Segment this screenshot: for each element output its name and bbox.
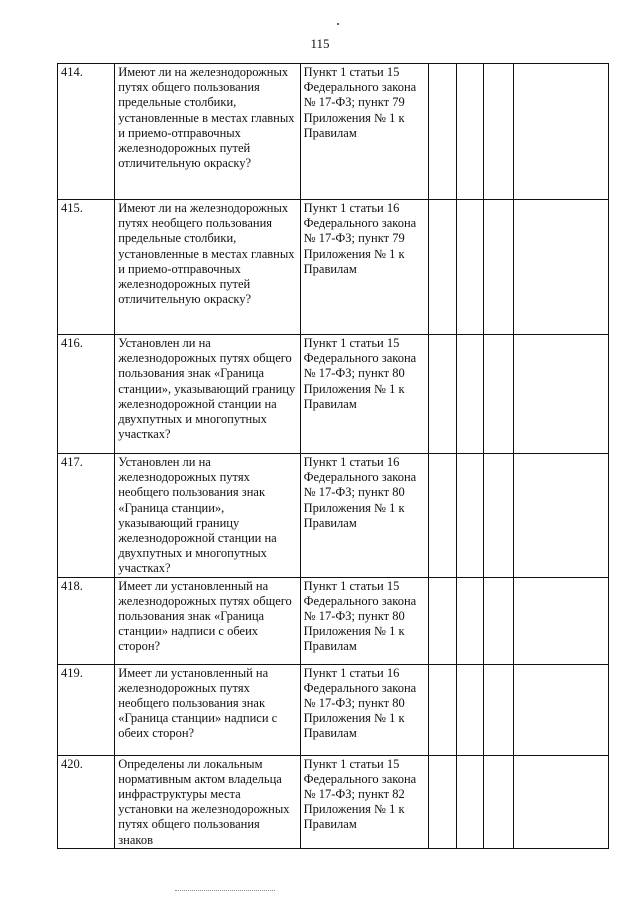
requirement-question: Установлен ли на железнодорожных путях необщего пользования знак «Граница станции», указывающий границу железнодорожной станции на двухпутных и многопутных участках? xyxy=(115,454,300,578)
scan-speck xyxy=(337,23,339,25)
remarks-cell[interactable] xyxy=(513,200,608,335)
page-number: 115 xyxy=(310,36,330,51)
legal-reference: Пункт 1 статьи 15 Федерального закона № 17-ФЗ; пункт 80 Приложения № 1 к Правилам xyxy=(300,335,428,454)
row-number: 417. xyxy=(58,454,115,578)
answer-no-cell[interactable] xyxy=(457,335,483,454)
answer-yes-cell[interactable] xyxy=(428,335,457,454)
answer-yes-cell[interactable] xyxy=(428,64,457,200)
answer-na-cell[interactable] xyxy=(483,664,513,755)
answer-yes-cell[interactable] xyxy=(428,577,457,664)
remarks-cell[interactable] xyxy=(513,64,608,200)
answer-no-cell[interactable] xyxy=(457,755,483,848)
row-number: 418. xyxy=(58,577,115,664)
requirement-question: Имеют ли на железнодорожных путях необщего пользования предельные столбики, установленные в местах главных и приемо-отправочных железнодорожных путей отличительную окраску? xyxy=(115,200,300,335)
legal-reference: Пункт 1 статьи 15 Федерального закона № 17-ФЗ; пункт 82 Приложения № 1 к Правилам xyxy=(300,755,428,848)
answer-no-cell[interactable] xyxy=(457,64,483,200)
remarks-cell[interactable] xyxy=(513,335,608,454)
table-row xyxy=(58,755,609,848)
answer-yes-cell[interactable] xyxy=(428,200,457,335)
remarks-cell[interactable] xyxy=(513,755,608,848)
legal-reference: Пункт 1 статьи 15 Федерального закона № 17-ФЗ; пункт 80 Приложения № 1 к Правилам xyxy=(300,577,428,664)
requirement-question: Установлен ли на железнодорожных путях общего пользования знак «Граница станции», указывающий границу железнодорожной станции на двухпутных и многопутных участках? xyxy=(115,335,300,454)
requirement-question: Определены ли локальным нормативным актом владельца инфраструктуры места установки на железнодорожных путях общего пользования знаков xyxy=(115,755,300,848)
answer-yes-cell[interactable] xyxy=(428,755,457,848)
scan-artifact-line xyxy=(175,890,275,892)
table-row xyxy=(58,664,609,755)
row-number: 420. xyxy=(58,755,115,848)
table-row xyxy=(58,577,609,664)
legal-reference: Пункт 1 статьи 16 Федерального закона № 17-ФЗ; пункт 80 Приложения № 1 к Правилам xyxy=(300,664,428,755)
remarks-cell[interactable] xyxy=(513,664,608,755)
requirement-question: Имеют ли на железнодорожных путях общего пользования предельные столбики, установленные в местах главных и приемо-отправочных железнодорожных путей отличительную окраску? xyxy=(115,64,300,200)
answer-no-cell[interactable] xyxy=(457,577,483,664)
answer-yes-cell[interactable] xyxy=(428,454,457,578)
row-number: 419. xyxy=(58,664,115,755)
answer-na-cell[interactable] xyxy=(483,335,513,454)
answer-na-cell[interactable] xyxy=(483,64,513,200)
answer-na-cell[interactable] xyxy=(483,454,513,578)
checklist-table xyxy=(57,63,609,849)
answer-no-cell[interactable] xyxy=(457,454,483,578)
requirement-question: Имеет ли установленный на железнодорожных путях общего пользования знак «Граница станции» надписи с обеих сторон? xyxy=(115,577,300,664)
answer-na-cell[interactable] xyxy=(483,200,513,335)
row-number: 416. xyxy=(58,335,115,454)
remarks-cell[interactable] xyxy=(513,577,608,664)
table-row xyxy=(58,64,609,200)
table-row xyxy=(58,454,609,578)
row-number: 415. xyxy=(58,200,115,335)
requirement-question: Имеет ли установленный на железнодорожных путях необщего пользования знак «Граница станции» надписи с обеих сторон? xyxy=(115,664,300,755)
legal-reference: Пункт 1 статьи 15 Федерального закона № 17-ФЗ; пункт 79 Приложения № 1 к Правилам xyxy=(300,64,428,200)
table-row xyxy=(58,335,609,454)
answer-no-cell[interactable] xyxy=(457,664,483,755)
remarks-cell[interactable] xyxy=(513,454,608,578)
legal-reference: Пункт 1 статьи 16 Федерального закона № 17-ФЗ; пункт 80 Приложения № 1 к Правилам xyxy=(300,454,428,578)
table-row xyxy=(58,200,609,335)
row-number: 414. xyxy=(58,64,115,200)
answer-na-cell[interactable] xyxy=(483,577,513,664)
answer-no-cell[interactable] xyxy=(457,200,483,335)
answer-na-cell[interactable] xyxy=(483,755,513,848)
legal-reference: Пункт 1 статьи 16 Федерального закона № 17-ФЗ; пункт 79 Приложения № 1 к Правилам xyxy=(300,200,428,335)
answer-yes-cell[interactable] xyxy=(428,664,457,755)
